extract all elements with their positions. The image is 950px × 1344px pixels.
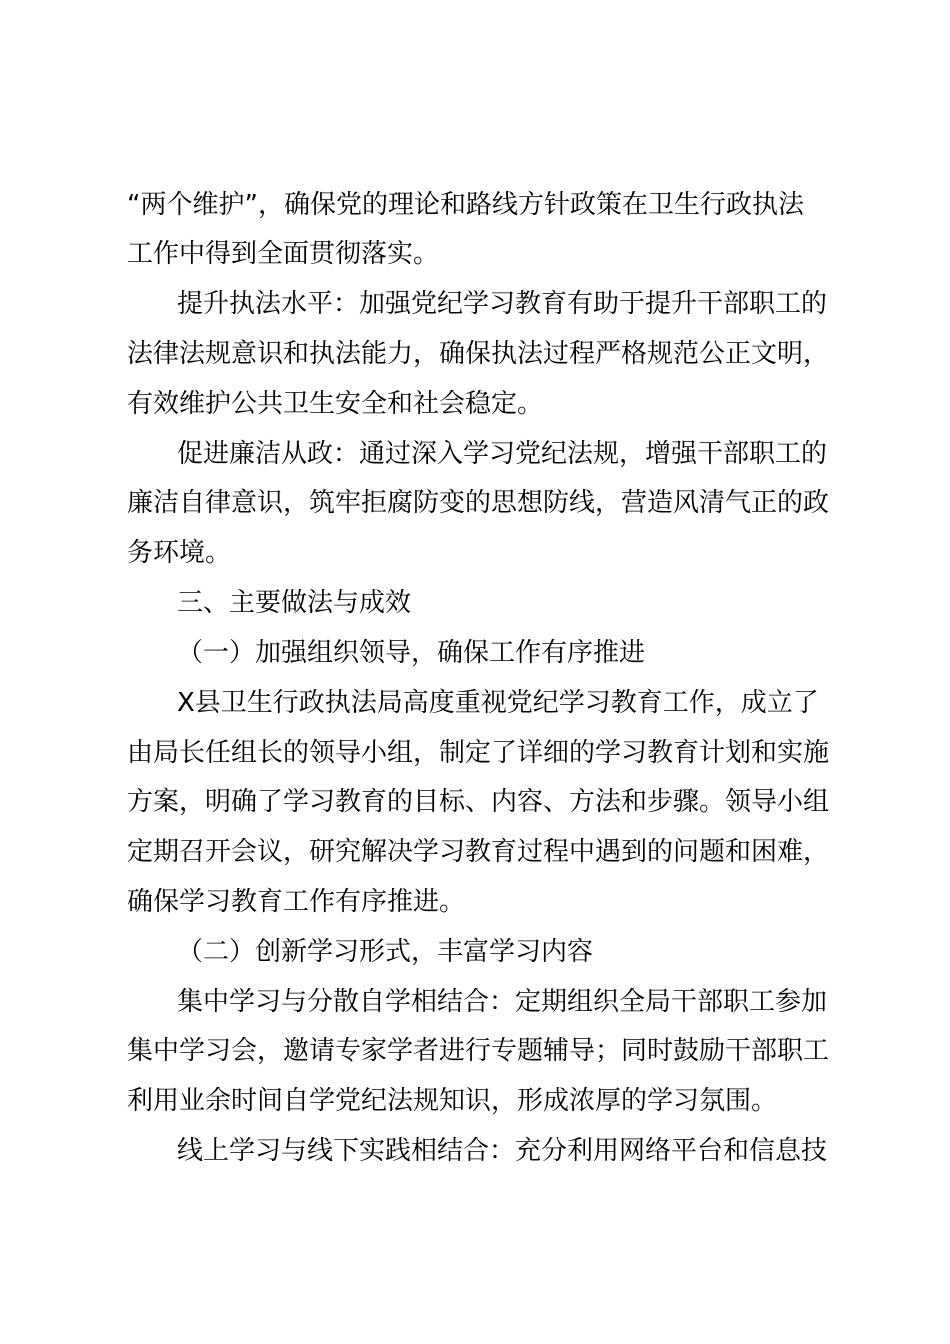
text-line: 工作中得到全面贯彻落实。 (127, 239, 440, 269)
text-line: “两个维护”，确保党的理论和路线方针政策在卫生行政执法 (127, 190, 804, 220)
text-line: 由局长任组长的领导小组，制定了详细的学习教育计划和实施 (127, 738, 830, 768)
text-line: 务环境。 (127, 538, 232, 568)
text-line: X县卫生行政执法局高度重视党纪学习教育工作，成立了 (177, 688, 819, 718)
text-line: 集中学习与分散自学相结合：定期组织全局干部职工参加 (177, 987, 828, 1017)
text-line: 集中学习会，邀请专家学者进行专题辅导；同时鼓励干部职工 (127, 1036, 830, 1066)
text-line: 有效维护公共卫生安全和社会稳定。 (127, 389, 544, 419)
text-line: 利用业余时间自学党纪法规知识，形成浓厚的学习氛围。 (127, 1086, 778, 1116)
text-line: 廉洁自律意识，筑牢拒腐防变的思想防线，营造风清气正的政 (127, 488, 830, 518)
subsection-heading: （一）加强组织领导，确保工作有序推进 (177, 638, 646, 668)
text-line: 提升执法水平：加强党纪学习教育有助于提升干部职工的 (177, 289, 828, 319)
text-line: 线上学习与线下实践相结合：充分利用网络平台和信息技 (177, 1136, 828, 1166)
subsection-heading: （二）创新学习形式，丰富学习内容 (177, 937, 594, 967)
text-line: 法律法规意识和执法能力，确保执法过程严格规范公正文明， (127, 339, 830, 369)
text-line: 促进廉洁从政：通过深入学习党纪法规，增强干部职工的 (177, 439, 828, 469)
text-line: 定期召开会议，研究解决学习教育过程中遇到的问题和困难， (127, 837, 830, 867)
section-heading: 三、主要做法与成效 (177, 588, 412, 618)
text-line: 方案，明确了学习教育的目标、内容、方法和步骤。领导小组 (127, 787, 830, 817)
text-line: 确保学习教育工作有序推进。 (127, 887, 466, 917)
